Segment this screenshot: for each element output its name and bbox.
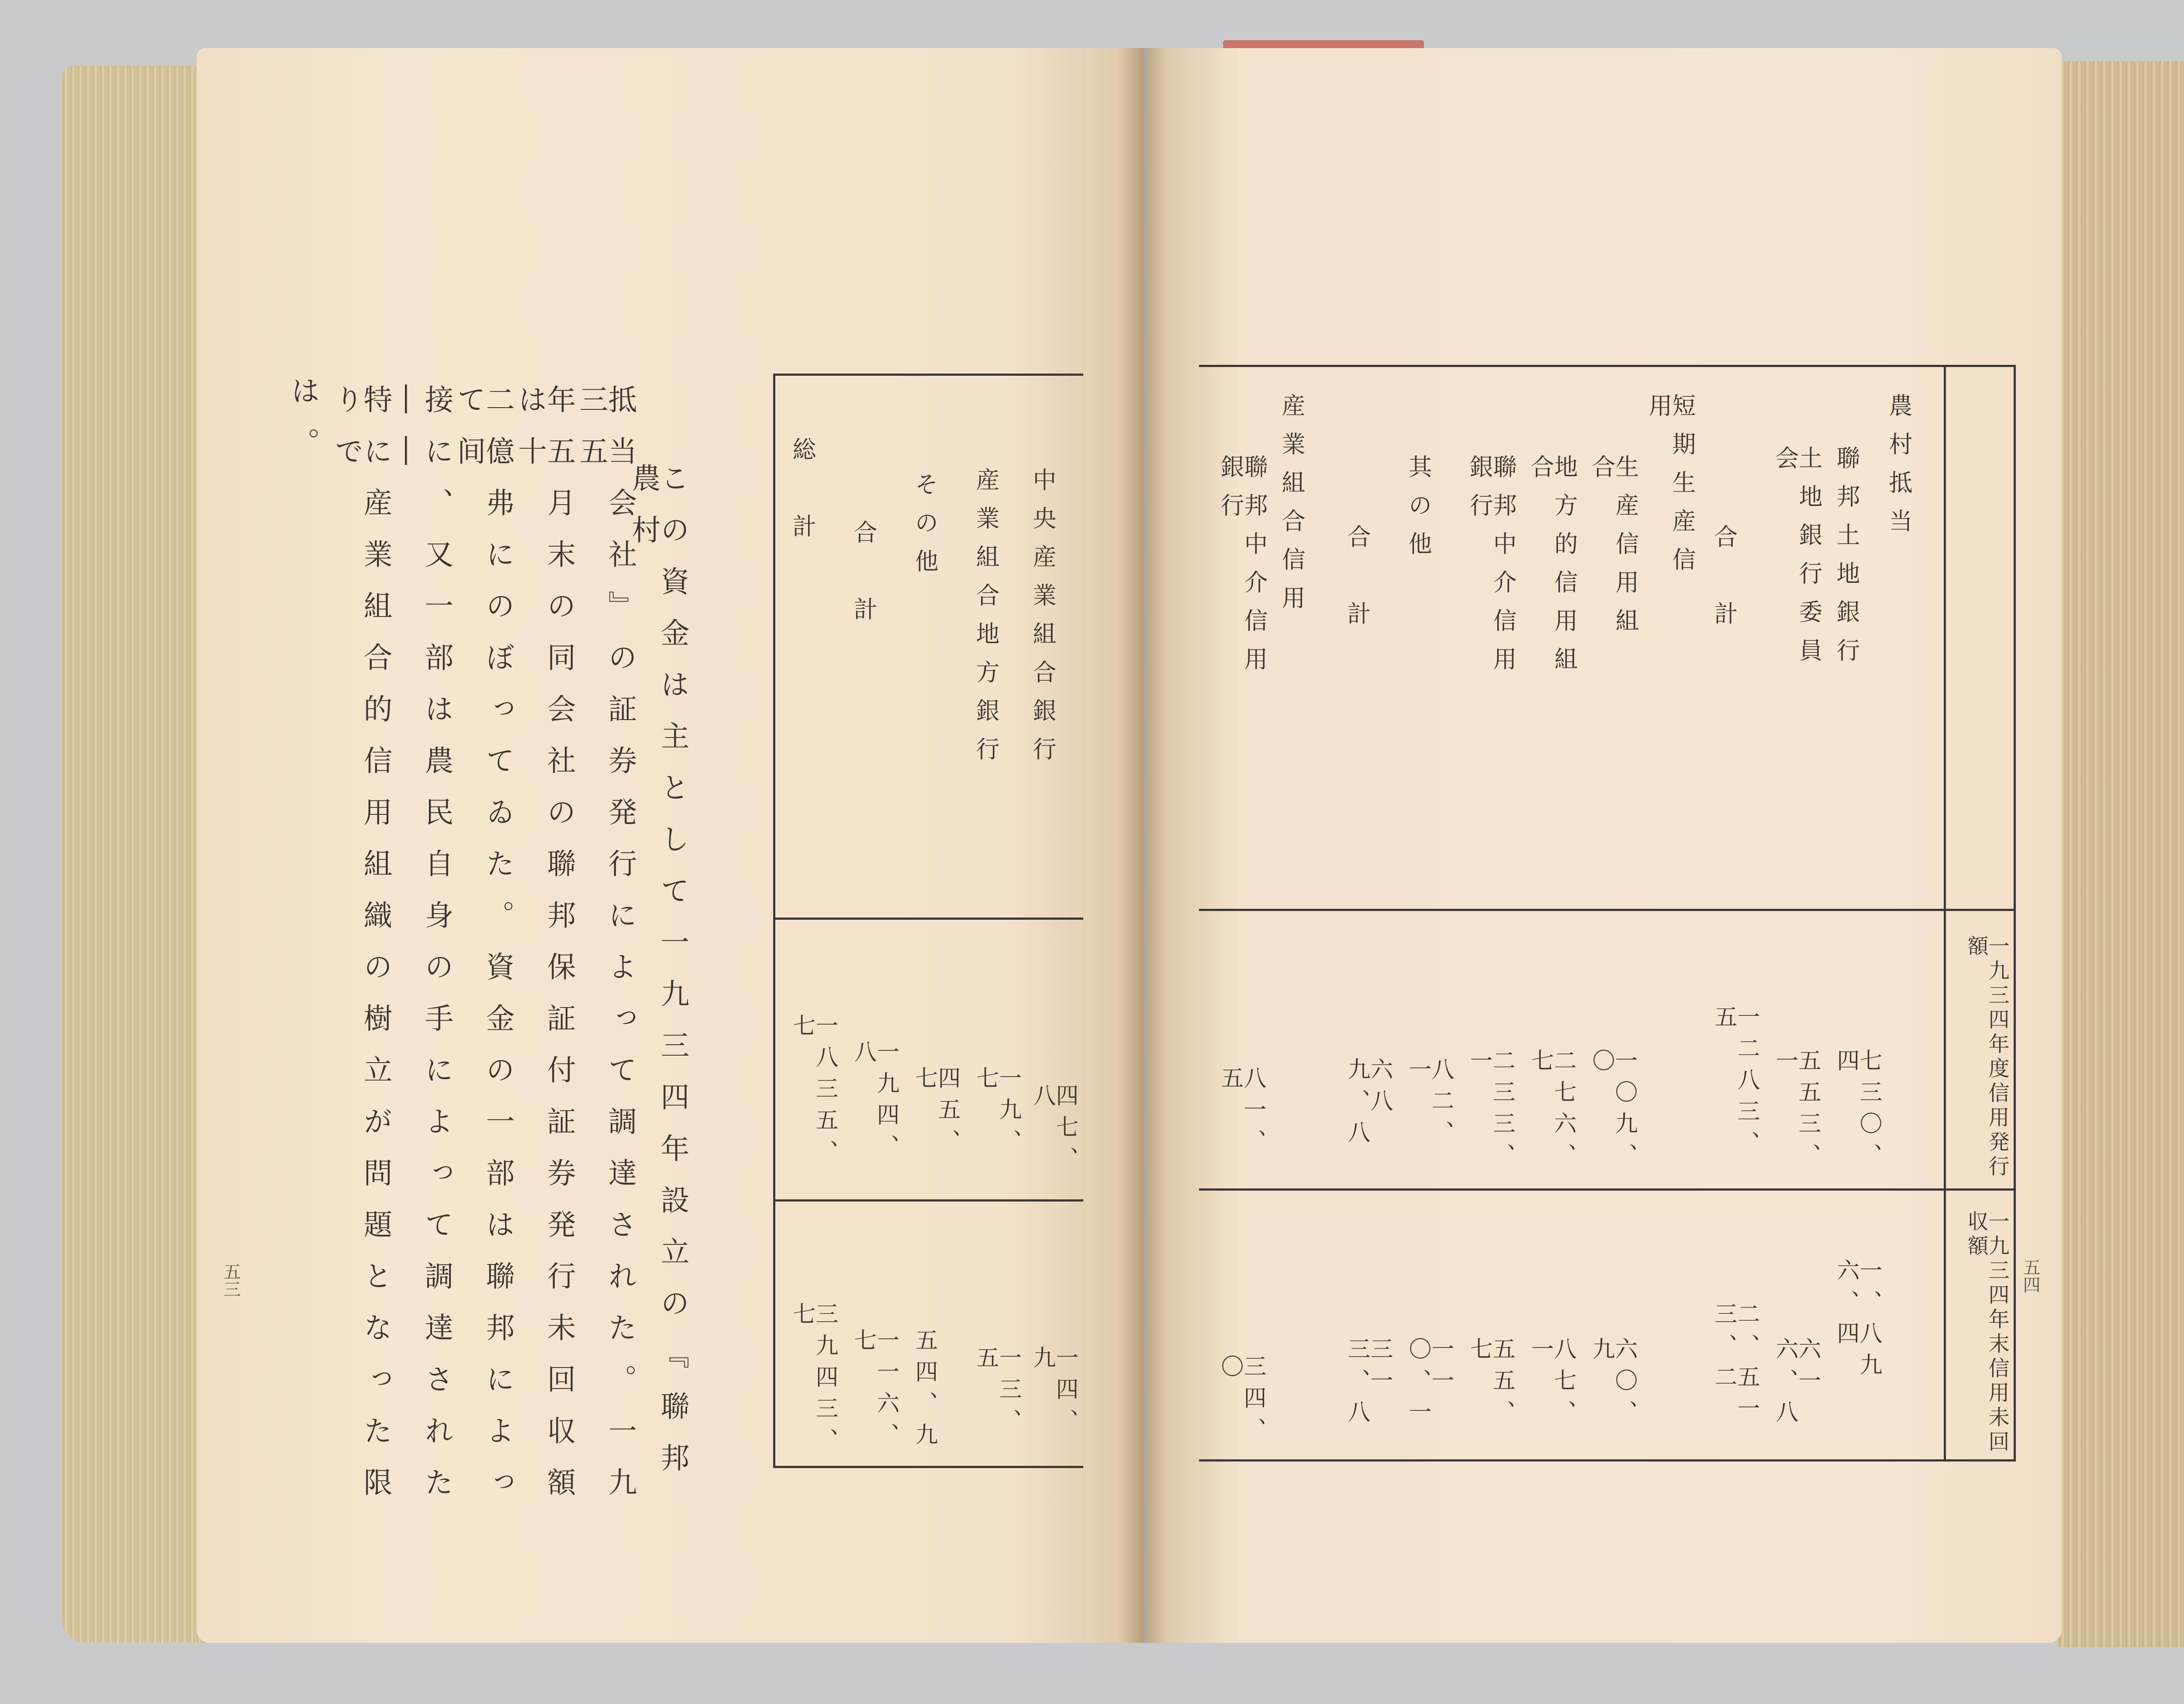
table-cell: 二、五一三、二	[1711, 1302, 1759, 1428]
table-cell: 四五、七	[911, 1066, 960, 1160]
table-cell: 一九四、八	[850, 1040, 899, 1166]
table-cell: 二七六、七	[1527, 1049, 1576, 1174]
table-cell: 一一〇、一	[1405, 1337, 1454, 1431]
table-cell: 六〇、九	[1588, 1337, 1637, 1431]
book-gutter	[1118, 48, 1166, 1643]
table-row-label: 合 計	[1344, 524, 1371, 640]
table-row-label: 合 計	[850, 520, 878, 635]
table-cell: 一四、九	[1029, 1346, 1078, 1440]
table-cell: 一〇九、〇	[1588, 1049, 1637, 1174]
table-top-rule	[773, 374, 1083, 376]
table-row-label: 聯邦土地銀行	[1833, 446, 1860, 676]
table-row-label: 合 計	[1711, 524, 1738, 640]
table-cell: 五五三、一	[1772, 1049, 1821, 1174]
table-cell: 一、八九六、四	[1833, 1258, 1882, 1384]
table-left-rule	[773, 374, 775, 1468]
table-row-label: 地方的信用組合	[1527, 454, 1578, 685]
table-cell: 三四、〇	[1217, 1354, 1266, 1449]
table-cell: 三九四三、七	[789, 1302, 838, 1459]
paragraph-line: 抵当会社』の証券発行によって調達された。一九三五	[574, 384, 637, 1519]
table-cell: 一一六、七	[850, 1328, 899, 1454]
table-bottom-rule	[1199, 1459, 2016, 1462]
table-row-label: 其の他	[1405, 454, 1432, 570]
table-bottom-rule	[773, 1466, 1083, 1468]
table-cell: 一九、七	[972, 1066, 1021, 1160]
table-mid-rule	[1199, 1188, 2016, 1191]
table-row-label: 産業組合地方銀行	[972, 468, 1000, 775]
table-cell: 七三〇、四	[1833, 1049, 1882, 1174]
table-cell: 六一六、八	[1772, 1337, 1821, 1431]
column-header-1934: 一九三四年度信用発行額	[1964, 935, 2009, 1180]
table-right-rule	[2014, 365, 2016, 1462]
left-page-edges	[61, 66, 205, 1643]
table-cell: 一二八三、五	[1711, 1005, 1759, 1162]
table-section-label: 短期生産信用	[1645, 393, 1696, 585]
table-cell: 六八九、八	[1344, 1057, 1393, 1152]
table-row-label: 土地銀行委員会	[1772, 446, 1823, 676]
table-row-label: その他	[911, 472, 939, 587]
table-mid-rule	[773, 918, 1083, 920]
table-cell: 一八三五、七	[789, 1014, 838, 1171]
table-cell: 五五、七	[1466, 1337, 1515, 1431]
table-cell: 五四、九	[911, 1328, 937, 1454]
paragraph-line: この資金は主として一九三四年設立の『聯邦農村	[627, 463, 689, 1494]
table-section-label: 農村抵当	[1885, 393, 1913, 547]
table-mid-rule	[1199, 909, 2016, 911]
table-header-rule	[1944, 365, 1946, 1462]
paragraph-line: 特に産業組合的信用組織の樹立が問題となった限りで	[330, 384, 392, 1519]
table-row-label: 生産信用組合	[1588, 454, 1639, 647]
column-header-end: 一九三四年末信用未回収額	[1964, 1210, 2009, 1455]
table-mid-rule	[773, 1199, 1083, 1202]
paragraph-line: 年五月末の同会社の聯邦保証付証券発行未回収額は十	[513, 384, 576, 1519]
page-number: 五三	[221, 1263, 241, 1298]
table-cell: 八七、一	[1527, 1337, 1576, 1431]
table-cell: 三一三、八	[1344, 1337, 1393, 1431]
page-number: 五四	[2020, 1258, 2040, 1293]
table-section-label: 産業組合信用	[1278, 393, 1306, 624]
table-cell: 四七、八	[1029, 1084, 1078, 1178]
table-cell: 二三三、一	[1466, 1049, 1515, 1174]
table-cell: 一三、五	[972, 1346, 1021, 1440]
table-row-label: 総 計	[789, 437, 816, 552]
table-top-rule	[1199, 365, 2016, 367]
table-cell: 八一、五	[1217, 1066, 1266, 1160]
paragraph-line: 接に、又一部は農民自身の手によって調達された――	[391, 384, 453, 1519]
table-cell: 八二、一	[1405, 1057, 1454, 1152]
table-row-label: 聯邦中介信用銀行	[1217, 454, 1268, 685]
paragraph-line: 二億弗にのぼってゐた。資金の一部は聯邦によって间	[452, 384, 515, 1519]
paragraph-line: は。	[286, 376, 320, 479]
table-row-label: 聯邦中介信用銀行	[1466, 454, 1517, 685]
table-row-label: 中央産業組合銀行	[1029, 468, 1057, 775]
right-page-edges	[2057, 61, 2184, 1647]
